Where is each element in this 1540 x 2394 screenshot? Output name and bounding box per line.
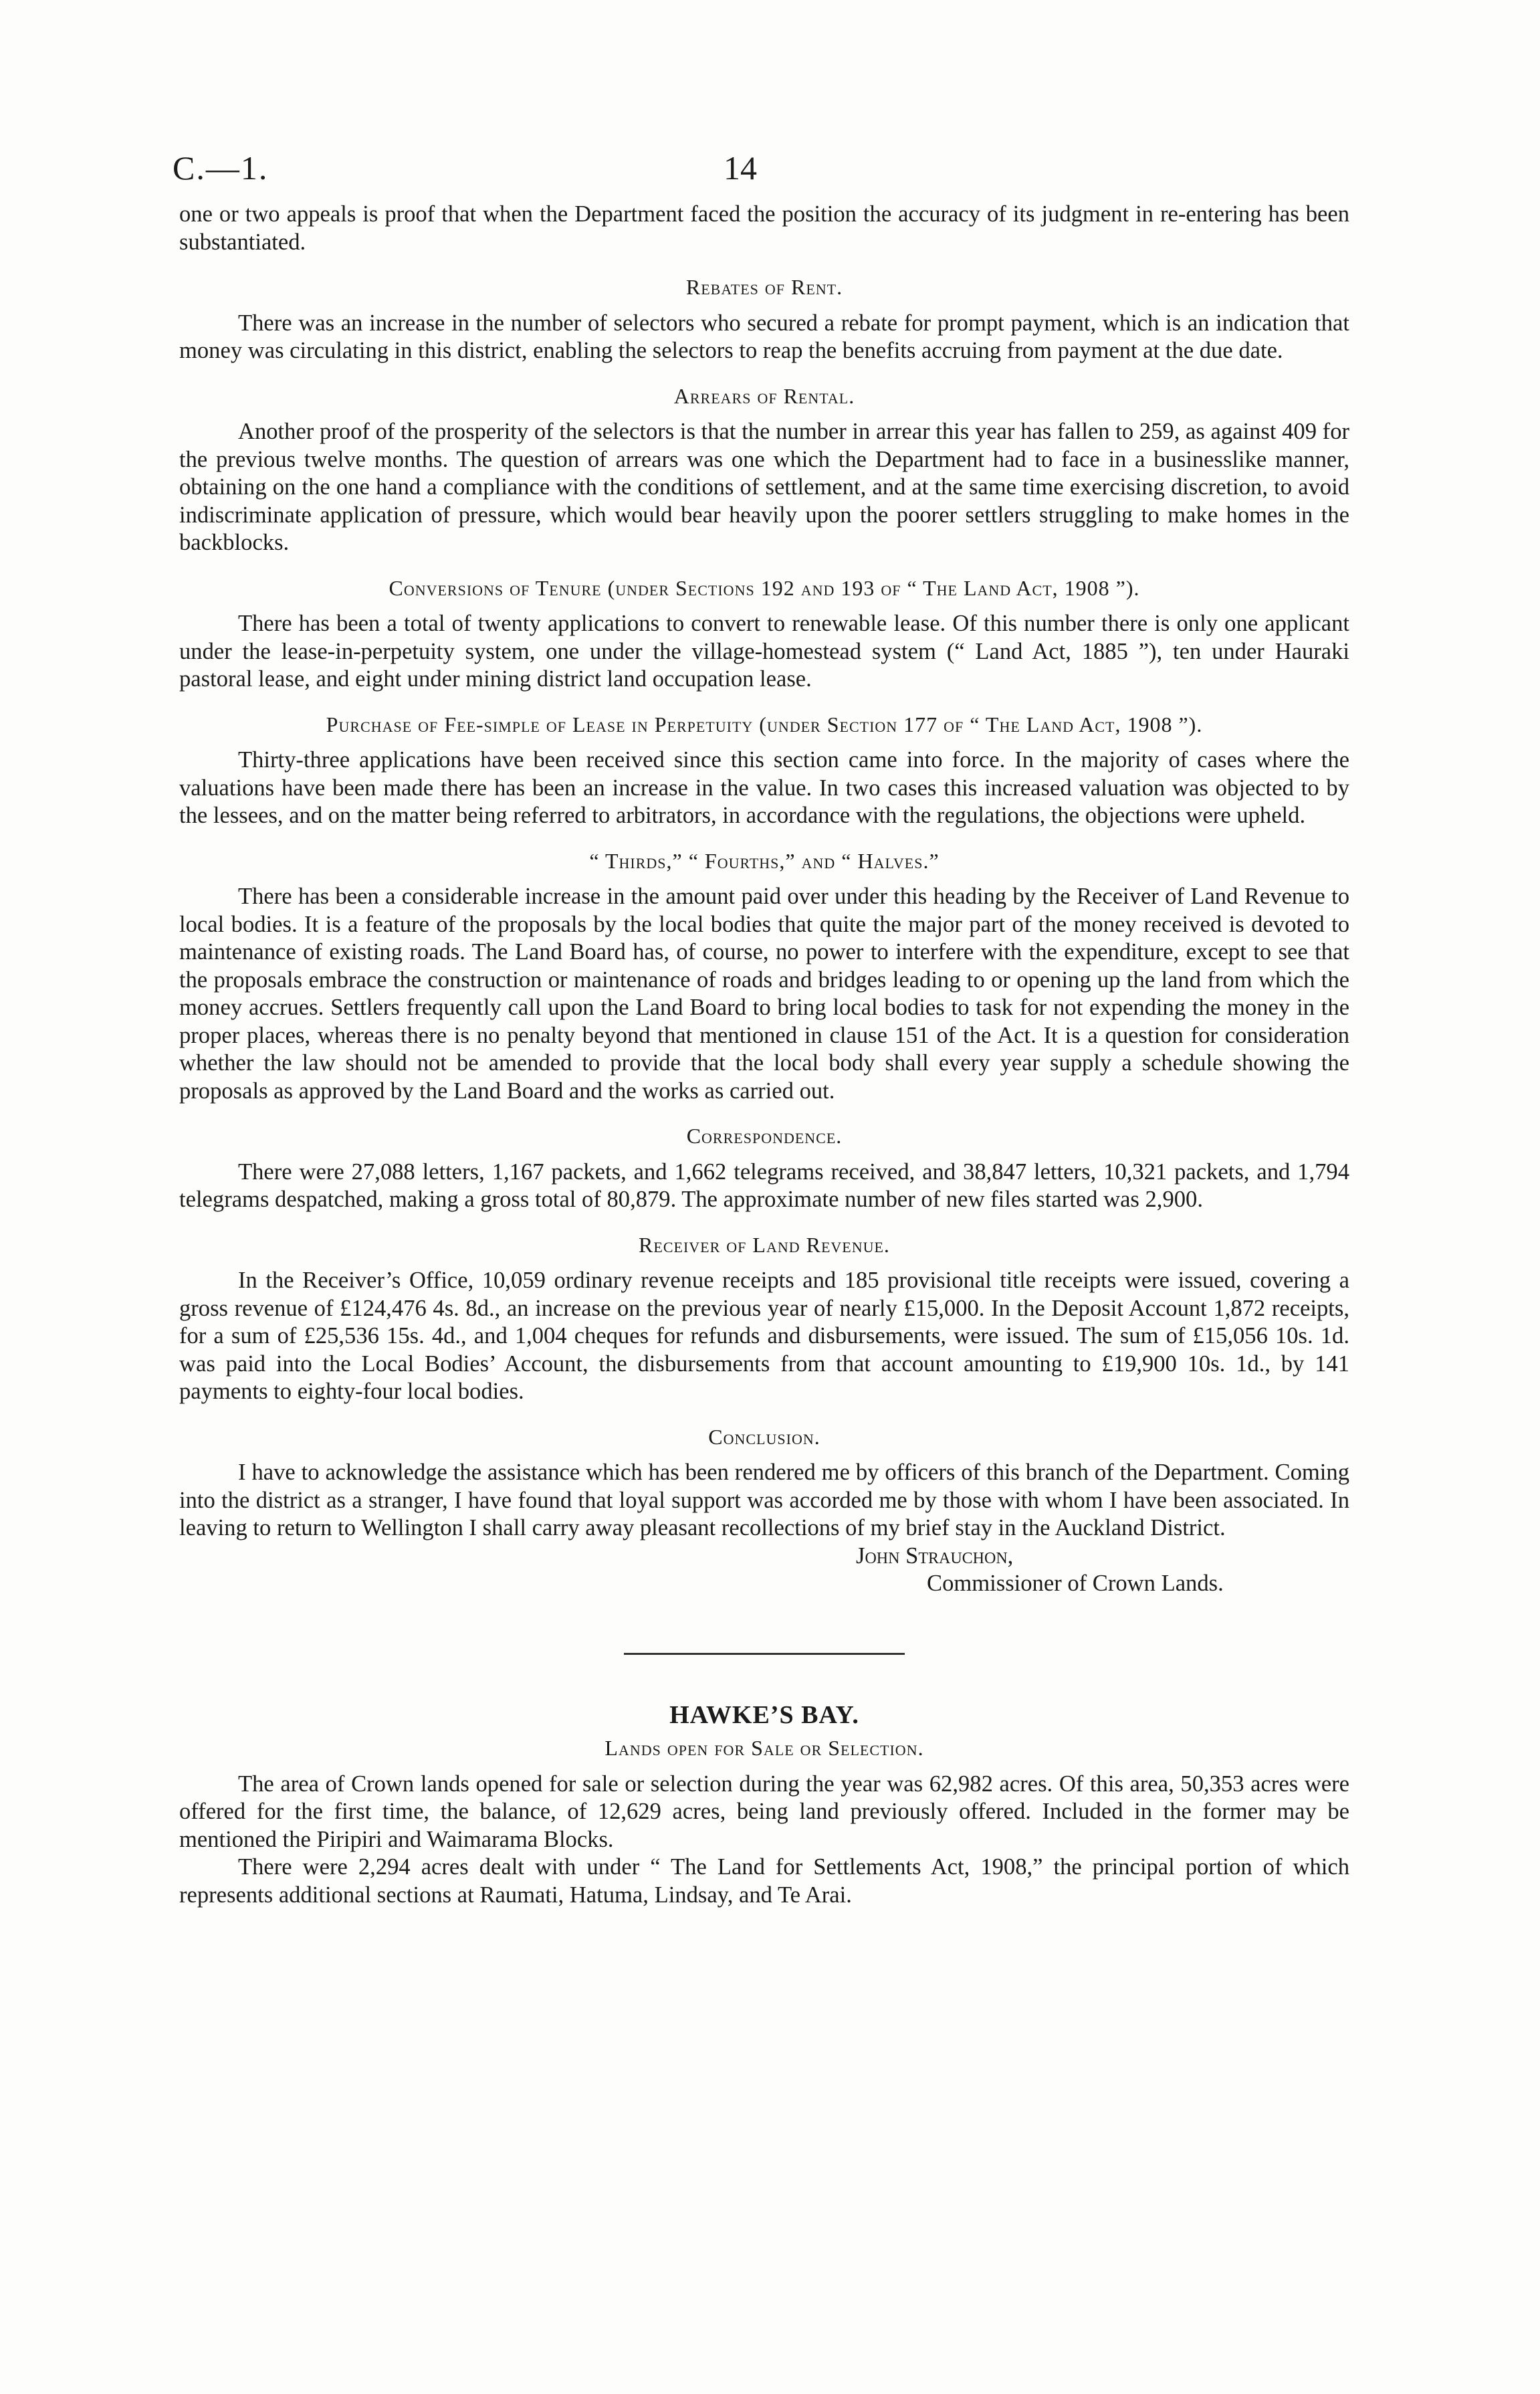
body-paragraph: In the Receiver’s Office, 10,059 ordinary revenue receipts and 185 provisional title receipts were issued, covering a gross revenue of £124,476 4s. 8d., an increase on the previous year of nearly £15,000. In the Deposit Account 1,872 receipts, for a sum of £25,536 15s. 4d., and 1,004 cheques for refunds and disbursements, were issued. The sum of £15,056 10s. 1d. was paid into the Local Bodies’ Account, the disbursements from that account amounting to £19,900 10s. 1d., by 141 payments to eighty-four local bodies. bbox=[179, 1268, 1349, 1404]
section-heading-conversions: Conversions of Tenure (under Sections 192 and 193 of “ The Land Act, 1908 ”). bbox=[389, 575, 1140, 600]
section-heading-correspondence: Correspondence. bbox=[686, 1124, 843, 1148]
section-heading-lands-open: Lands open for Sale or Selection. bbox=[604, 1736, 924, 1760]
section-heading-thirds: “ Thirds,” “ Fourths,” and “ Halves.” bbox=[589, 848, 940, 873]
page-number: 14 bbox=[724, 149, 757, 187]
body-paragraph: There were 2,294 acres dealt with under “ The Land for Settlements Act, 1908,” the principal portion of which represents additional sections at Raumati, Hatuma, Lindsay, and Te Arai. bbox=[179, 1854, 1349, 1908]
section-heading-rebates: Rebates of Rent. bbox=[685, 275, 843, 299]
body-paragraph: There were 27,088 letters, 1,167 packets, and 1,662 telegrams received, and 38,847 letters, 10,321 packets, and 1,794 telegrams despatched, making a gross total of 80,879. The approximate number of new files started was 2,900. bbox=[179, 1159, 1349, 1212]
section-divider bbox=[624, 1653, 905, 1655]
section-heading-conclusion: Conclusion. bbox=[708, 1424, 820, 1449]
report-reference: C.—1. bbox=[173, 149, 269, 187]
section-heading-receiver: Receiver of Land Revenue. bbox=[639, 1232, 890, 1257]
document-body bbox=[179, 201, 1349, 1909]
signatory-name: John Strauchon, bbox=[856, 1542, 1014, 1569]
section-heading-purchase: Purchase of Fee-simple of Lease in Perpetuity (under Section 177 of “ The Land Act, 1908 ”). bbox=[326, 712, 1203, 736]
body-paragraph: There was an increase in the number of selectors who secured a rebate for prompt payment, which is an indication that money was circulating in this district, enabling the selectors to reap the benefits accruing from payment at the due date. bbox=[179, 310, 1349, 363]
body-paragraph: Thirty-three applications have been received since this section came into force. In the majority of cases where the valuations have been made there has been an increase in the value. In two cases this increased valuation was objected to by the lessees, and on the matter being referred to arbitrators, in accordance with the regulations, the objections were upheld. bbox=[179, 747, 1349, 828]
body-paragraph: one or two appeals is proof that when the Department faced the position the accuracy of its judgment in re-entering has been substantiated. bbox=[179, 201, 1349, 255]
region-title: HAWKE’S BAY. bbox=[669, 1700, 859, 1729]
body-paragraph: The area of Crown lands opened for sale or selection during the year was 62,982 acres. Of this area, 50,353 acres were offered for the first time, the balance, of 12,629 acres, being land previously offered. Included in the former may be mentioned the Piripiri and Waimarama Blocks. bbox=[179, 1771, 1349, 1852]
body-paragraph: There has been a considerable increase in the amount paid over under this heading by the Receiver of Land Revenue to local bodies. It is a feature of the proposals by the local bodies that quite the major part of the money received is devoted to maintenance of existing roads. The Land Board has, of course, no power to interfere with the expenditure, except to see that the proposals embrace the construction or maintenance of roads and bridges leading to or opening up the land from which the money accrues. Settlers frequently call upon the Land Board to bring local bodies to task for not expending the money in the proper places, whereas there is no penalty beyond that mentioned in clause 151 of the Act. It is a question for consideration whether the law should not be amended to provide that the local body shall every year supply a schedule showing the proposals as approved by the Land Board and the works as carried out. bbox=[179, 884, 1349, 1104]
body-paragraph: There has been a total of twenty applications to convert to renewable lease. Of this number there is only one applicant under the lease-in-perpetuity system, one under the village-homestead system (“ Land Act, 1885 ”), ten under Hauraki pastoral lease, and eight under mining district land occupation lease. bbox=[179, 611, 1349, 692]
signatory-title: Commissioner of Crown Lands. bbox=[927, 1571, 1224, 1596]
body-paragraph: I have to acknowledge the assistance which has been rendered me by officers of this branch of the Department. Coming into the district as a stranger, I have found that loyal support was accorded me by those with whom I have been associated. In leaving to return to Wellington I shall carry away pleasant recollections of my brief stay in the Auckland District. bbox=[179, 1460, 1349, 1540]
body-paragraph: Another proof of the prosperity of the selectors is that the number in arrear this year has fallen to 259, as against 409 for the previous twelve months. The question of arrears was one which the Department had to face in a businesslike manner, obtaining on the one hand a compliance with the conditions of settlement, and at the same time exercising discretion, to avoid indiscriminate application of pressure, which would bear heavily upon the poorer settlers struggling to make homes in the backblocks. bbox=[179, 419, 1349, 555]
section-heading-arrears: Arrears of Rental. bbox=[673, 383, 855, 408]
